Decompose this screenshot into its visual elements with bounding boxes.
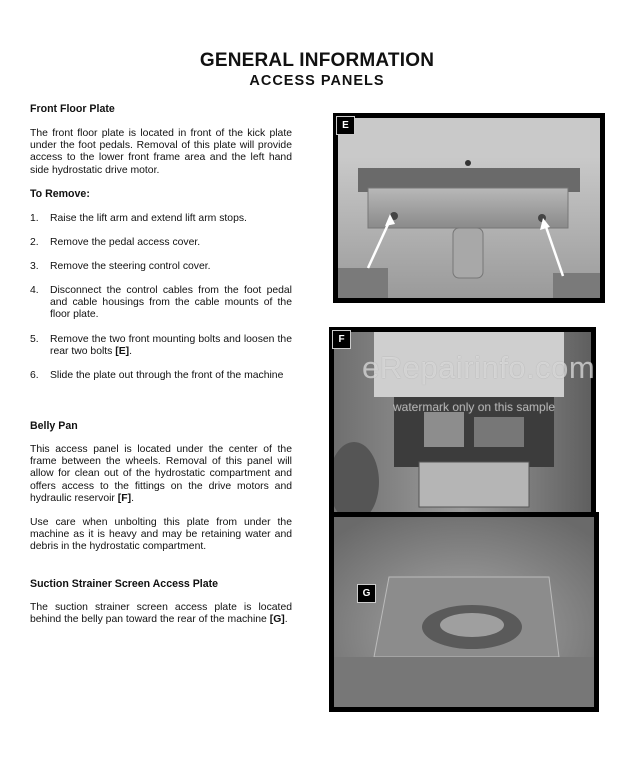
step-number: 5. [30,334,39,345]
photo-g-image [334,517,594,707]
step-number: 2. [30,237,39,248]
step-3 [30,261,292,273]
photo-g-label: G [357,584,376,603]
step-number: 1. [30,213,39,224]
step-text: Raise the lift arm and extend lift arm stops. [50,213,247,224]
page-subtitle: ACCESS PANELS [249,73,385,89]
to-remove-heading: To Remove: [30,188,90,200]
step-2 [30,237,292,249]
step-number: 6. [30,370,39,381]
belly-pan-paragraph-1: This access panel is located under the center of the frame between the wheels. Removal of this panel will allow for clean out of the hydrostatic compartment and offers access to the fittings on the drive motors and hydraulic reservoir [F]. [30,444,292,504]
step-6 [30,370,292,382]
step-1 [30,213,292,225]
belly-pan-paragraph-2: Use care when unbolting this plate from under the machine as it is heavy and may be retaining water and debris in the hydrostatic compartment. [30,517,292,553]
step-number: 4. [30,285,39,296]
step-text: Remove the steering control cover. [50,261,211,272]
watermark-note: watermark only on this sample [393,400,556,414]
step-4 [30,285,292,322]
step-text: Slide the plate out through the front of the machine [50,370,284,381]
step-5 [30,334,292,358]
step-text: Disconnect the control cables from the foot pedal and cable housings from the cable mounts of the floor plate. [50,285,292,321]
watermark-site: eRepairinfo.com [362,350,596,385]
photo-e-label: E [336,116,355,135]
page-title: GENERAL INFORMATION [199,50,435,71]
photo-e-image [338,118,600,298]
photo-f-label: F [332,330,351,349]
front-floor-intro: The front floor plate is located in front of the kick plate under the foot pedals. Removal of this plate will provide access to the lower front frame area and the left hand side hydrostatic drive motor. [30,128,292,176]
figure-ref-e: [E] [115,346,130,358]
photo-e [333,113,605,303]
figure-ref-g: [G] [269,614,285,626]
step-number: 3. [30,261,39,272]
step-text: Remove the pedal access cover. [50,237,201,248]
step-text: Remove the two front mounting bolts and loosen the rear two bolts [E]. [50,334,292,358]
suction-paragraph: The suction strainer screen access plate is located behind the belly pan toward the rear of the machine [G]. [30,602,292,626]
photo-g [329,512,599,712]
section-heading-front-floor-plate: Front Floor Plate [30,103,115,115]
section-heading-belly-pan: Belly Pan [30,420,78,432]
section-heading-suction-strainer: Suction Strainer Screen Access Plate [30,578,219,590]
figure-ref-f: [F] [117,492,132,504]
